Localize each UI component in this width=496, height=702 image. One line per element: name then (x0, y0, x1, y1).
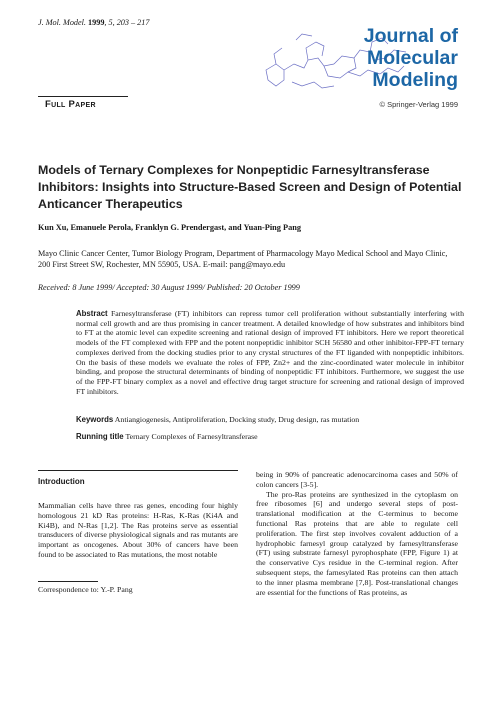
paper-type-rule (38, 96, 128, 97)
journal-name-line1: Journal of (363, 25, 458, 47)
body-column-left: Mammalian cells have three ras genes, encoding four highly homologous 21 kD Ras proteins: H-Ras, K-Ras (Ki4A and Ki4B), and N-Ras [1,2]. The Ras proteins serve as essential transducers of diverse physiological signals and ras mutants are important as oncogenes. About 30% of cancers have been found to be associated to Ras mutations, the most notable (38, 501, 238, 559)
journal-name-line3: Modeling (372, 69, 458, 91)
running-title-label: Running title (76, 432, 124, 441)
article-title: Models of Ternary Complexes for Nonpeptidic Farnesyltransferase Inhibitors: Insights into Structure-Based Screen and Design of Potential Anticancer Therapeutics (38, 163, 462, 211)
publication-dates: Received: 8 June 1999/ Accepted: 30 August 1999/ Published: 20 October 1999 (38, 283, 300, 292)
keywords-label: Keywords (76, 415, 114, 424)
body-column-right (256, 470, 458, 597)
body-paragraph: being in 90% of pancreatic adenocarcinoma cases and 50% of colon cancers [3-5]. (256, 470, 458, 489)
journal-name-line2: Molecular (366, 47, 458, 69)
citation-year: 1999 (88, 18, 105, 27)
abstract (76, 309, 464, 396)
section-heading-introduction: Introduction (38, 477, 85, 486)
keywords (76, 415, 464, 424)
copyright: © Springer-Verlag 1999 (379, 100, 458, 109)
running-title (76, 432, 464, 441)
citation-rest: , 5, 203 – 217 (104, 18, 150, 27)
section-rule (38, 470, 238, 471)
journal-citation (38, 18, 149, 27)
body-paragraph: The pro-Ras proteins are synthesized in the cytoplasm on free ribosomes [6] and undergo several steps of post-translational modification at the C-terminus to become functional Ras proteins that are able to regulate cell proliferation. The first step involves covalent adduction of a hydrophobic farnesyl group catalyzed by farnesyltransferase (FT) using substrate farnesyl pyrophosphate (FPP, Figure 1) at the conservative Cys residue in the C-terminal region. After subsequent steps, the farnesylated Ras proteins can then attach to the inner plasma membrane [7,8]. Post-translational changes are essential for the functions of Ras proteins, as (256, 489, 458, 597)
correspondence-note: Correspondence to: Y.-P. Pang (38, 585, 133, 594)
paper-type: Full Paper (45, 99, 96, 110)
journal-logo (262, 26, 458, 98)
citation-journal: J. Mol. Model. (38, 18, 86, 27)
author-list: Kun Xu, Emanuele Perola, Franklyn G. Prendergast, and Yuan-Ping Pang (38, 223, 302, 232)
affiliation: Mayo Clinic Cancer Center, Tumor Biology Program, Department of Pharmacology Mayo Medical School and Mayo Clinic, 200 First Street SW, Rochester, MN 55905, USA. E-mail: pang@mayo.edu (38, 249, 448, 269)
keywords-text: Antiangiogenesis, Antiproliferation, Docking study, Drug design, ras mutation (114, 415, 360, 424)
abstract-text: Farnesyltransferase (FT) inhibitors can repress tumor cell proliferation without substantially interfering with normal cell growth and are thus promising in cancer treatment. A detailed knowledge of how substrates and inhibitors bind to FT at the atomic level can expedite screening and rational design of improved FT inhibitors. Here we report theoretical models of the FT complexed with FPP and the potent nonpeptidic inhibitor SCH 56580 and other inhibitor-FPP-FT ternary complexes derived from the docking studies prior to any crystal structures of the FT liganded with nonpeptidic inhibitors. On the basis of these models we evaluate the roles of FPP, Zn2+ and the zinc-coordinated water molecule in inhibitor binding, and propose the structural determinants of binding of nonpeptidic FT inhibitors. Furthermore, we suggest the use of the FPP-FT binary complex as a novel and effective drug target structure for screening and rational design of improved FT inhibitors. (76, 309, 464, 396)
running-title-text: Ternary Complexes of Farnesyltransferase (125, 432, 258, 441)
abstract-label: Abstract (76, 309, 108, 318)
footnote-rule (38, 581, 98, 582)
